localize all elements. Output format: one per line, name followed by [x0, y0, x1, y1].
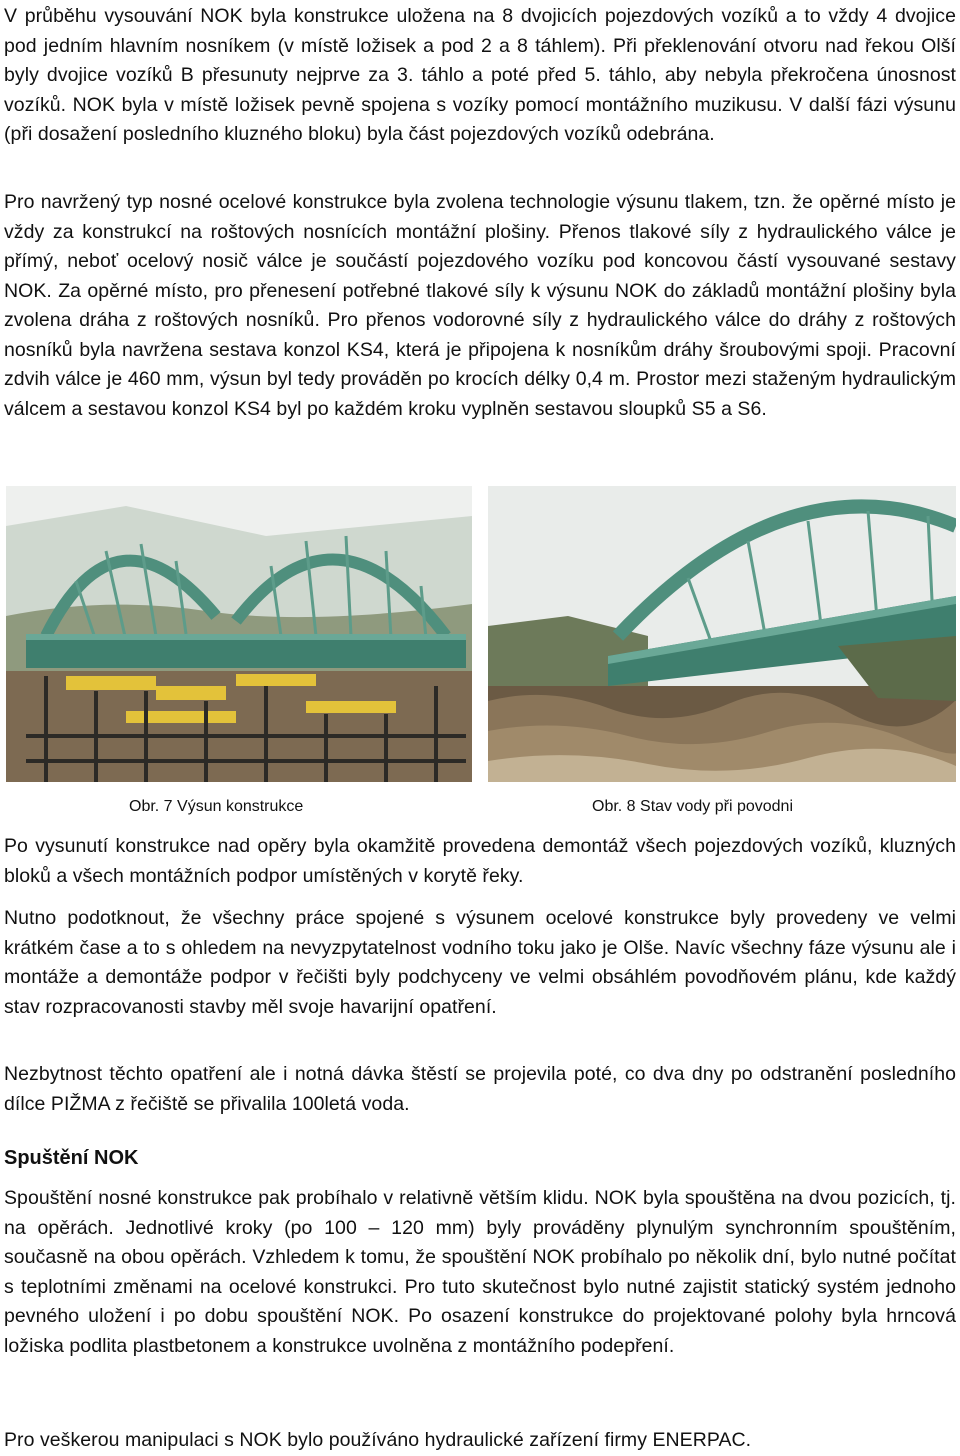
flood-water-image	[488, 486, 956, 782]
figure-flood-photo	[488, 486, 956, 782]
figure-caption-flood: Obr. 8 Stav vody při povodni	[592, 798, 793, 815]
figure-caption-launch: Obr. 7 Výsun konstrukce	[129, 798, 304, 815]
section-heading: Spuštění NOK	[4, 1147, 139, 1169]
figure-bridge-launch-photo	[6, 486, 472, 782]
paragraph-flood-plan: Nutno podotknout, že všechny práce spojené s výsunem ocelové konstrukce byly provedeny ve velmi krátkém čase a to s ohledem na nevyzpytatelnost vodního toku jako je Olše. Navíc všechny fáze výsunu ale i montáže a demontáže podpor v řečišti byly podchyceny ve velmi obsáhlém povodňovém plánu, kde každý stav rozpracovanosti stavby měl svoje havarijní opatření.	[4, 907, 956, 1018]
paragraph-dismantling: Po vysunutí konstrukce nad opěry byla okamžitě provedena demontáž všech pojezdových vozíků, kluzných bloků a všech montážních podpor umístěných v korytě řeky.	[4, 835, 956, 887]
bridge-launch-image	[6, 486, 472, 782]
paragraph-enerpac: Pro veškerou manipulaci s NOK bylo používáno hydraulické zařízení firmy ENERPAC.	[4, 1429, 752, 1451]
paragraph-luck: Nezbytnost těchto opatření ale i notná dávka štěstí se projevila poté, co dva dny po odstranění posledního dílce PIŽMA z řečiště se přivalila 100letá voda.	[4, 1063, 956, 1115]
paragraph-launch-carriages: V průběhu vysouvání NOK byla konstrukce uložena na 8 dvojicích pojezdových vozíků a to vždy 4 dvojice pod jedním hlavním nosníkem (v místě ložisek a pod 2 a 8 táhlem). Při překlenování otvoru nad řekou Olší byly dvojice vozíků B přesunuty nejprve za 3. táhlo a poté před 5. táhlo, aby nebyla překročena únosnost vozíků. NOK byla v místě ložisek pevně spojena s vozíky pomocí montážního muzikusu. V další fázi výsunu (při dosažení posledního kluzného bloku) byla část pojezdových vozíků odebrána.	[4, 5, 956, 145]
paragraph-push-technology: Pro navržený typ nosné ocelové konstrukce byla zvolena technologie výsunu tlakem, tzn. že opěrné místo je vždy za konstrukcí na roštových nosnících montážní plošiny. Přenos tlakové síly z hydraulického válce je přímý, neboť ocelový nosič válce je součástí pojezdového vozíku pod koncovou částí vysouvané sestavy NOK. Za opěrné místo, pro přenesení potřebné tlakové síly k výsunu NOK do základů montážní plošiny byla zvolena dráha z roštových nosníků. Pro přenos vodorovné síly z hydraulického válce do dráhy z roštových nosníků byla navržena sestava konzol KS4, která je připojena k nosníkům dráhy šroubovými spoji. Pracovní zdvih válce je 460 mm, výsun byl tedy prováděn po krocích délky 0,4 m. Prostor mezi staženým hydraulickým válcem a sestavou konzol KS4 byl po každém kroku vyplněn sestavou sloupků S5 a S6.	[4, 191, 956, 420]
paragraph-lowering: Spouštění nosné konstrukce pak probíhalo v relativně větším klidu. NOK byla spouštěna na dvou pozicích, tj. na opěrách. Jednotlivé kroky (po 100 – 120 mm) byly prováděny plynulým synchronním spouštěním, současně na obou opěrách. Vzhledem k tomu, že spouštění NOK probíhalo po několik dní, bylo nutné počítat s teplotními změnami na ocelové konstrukci. Pro tuto skutečnost bylo nutné zajistit statický systém jednoho pevného uložení i po dobu spouštění NOK. Po osazení konstrukce do projektované polohy byla hrncová ložiska podlita plastbetonem a konstrukce uvolněna z montážního podepření.	[4, 1187, 956, 1357]
